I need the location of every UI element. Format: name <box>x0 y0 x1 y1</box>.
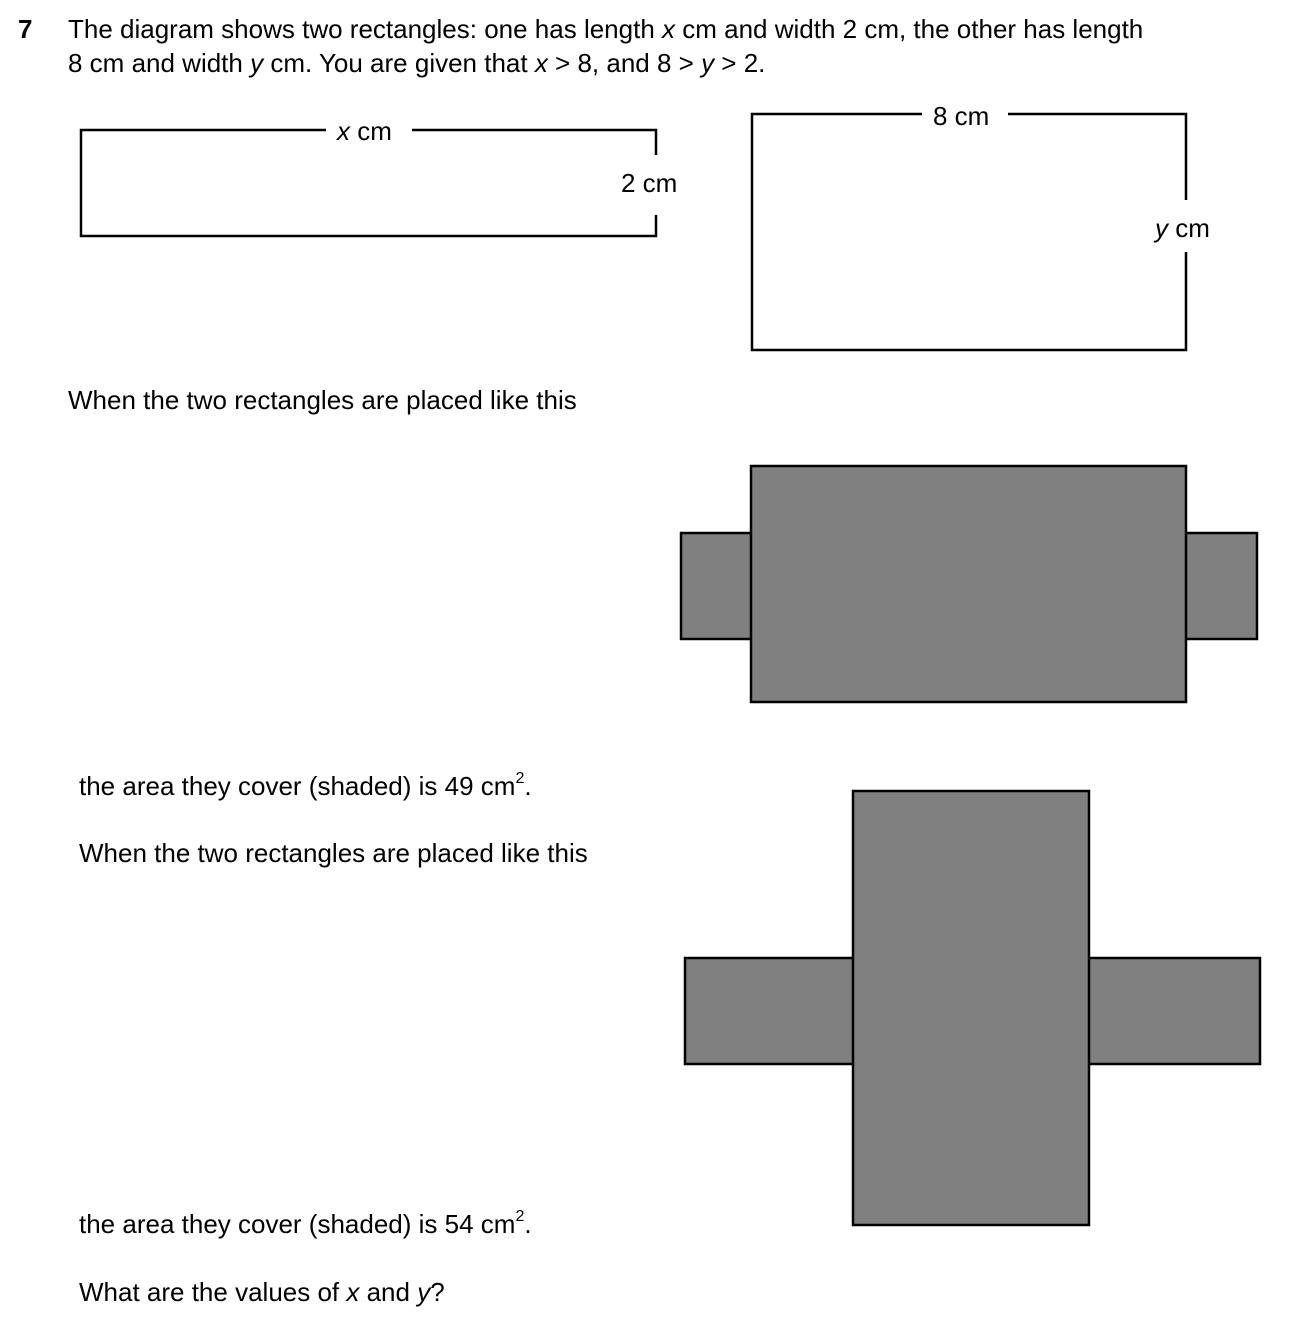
arrangement-1-large-rectangle <box>751 466 1186 702</box>
rectangle-8-by-y <box>752 114 1186 350</box>
label-x-cm: x cm <box>337 116 392 146</box>
label-8-cm: 8 cm <box>933 101 990 131</box>
arrangement-2-shaded <box>685 791 1260 1225</box>
label-2-cm: 2 cm <box>621 168 678 198</box>
question-intro-line2: 8 cm and width y cm. You are given that x > 8, and 8 > y > 2. <box>68 48 766 78</box>
label-y-cm: y cm <box>1155 213 1210 243</box>
arrangement-1-text: When the two rectangles are placed like this <box>68 385 577 415</box>
area-49-text: the area they cover (shaded) is 49 $cm^2$. <box>79 770 532 801</box>
area-54-text: the area they cover (shaded) is 54 $cm^2$. <box>79 1208 532 1239</box>
question-number: 7 <box>18 14 33 44</box>
arrangement-2-tall-rectangle <box>853 791 1089 1225</box>
arrangement-2-text: When the two rectangles are placed like this <box>79 838 588 868</box>
arrangement-1-shaded <box>681 466 1257 702</box>
question-intro-line1: The diagram shows two rectangles: one has length x cm and width 2 cm, the other has length <box>68 14 1144 44</box>
final-question: What are the values of x and y? <box>79 1277 445 1307</box>
